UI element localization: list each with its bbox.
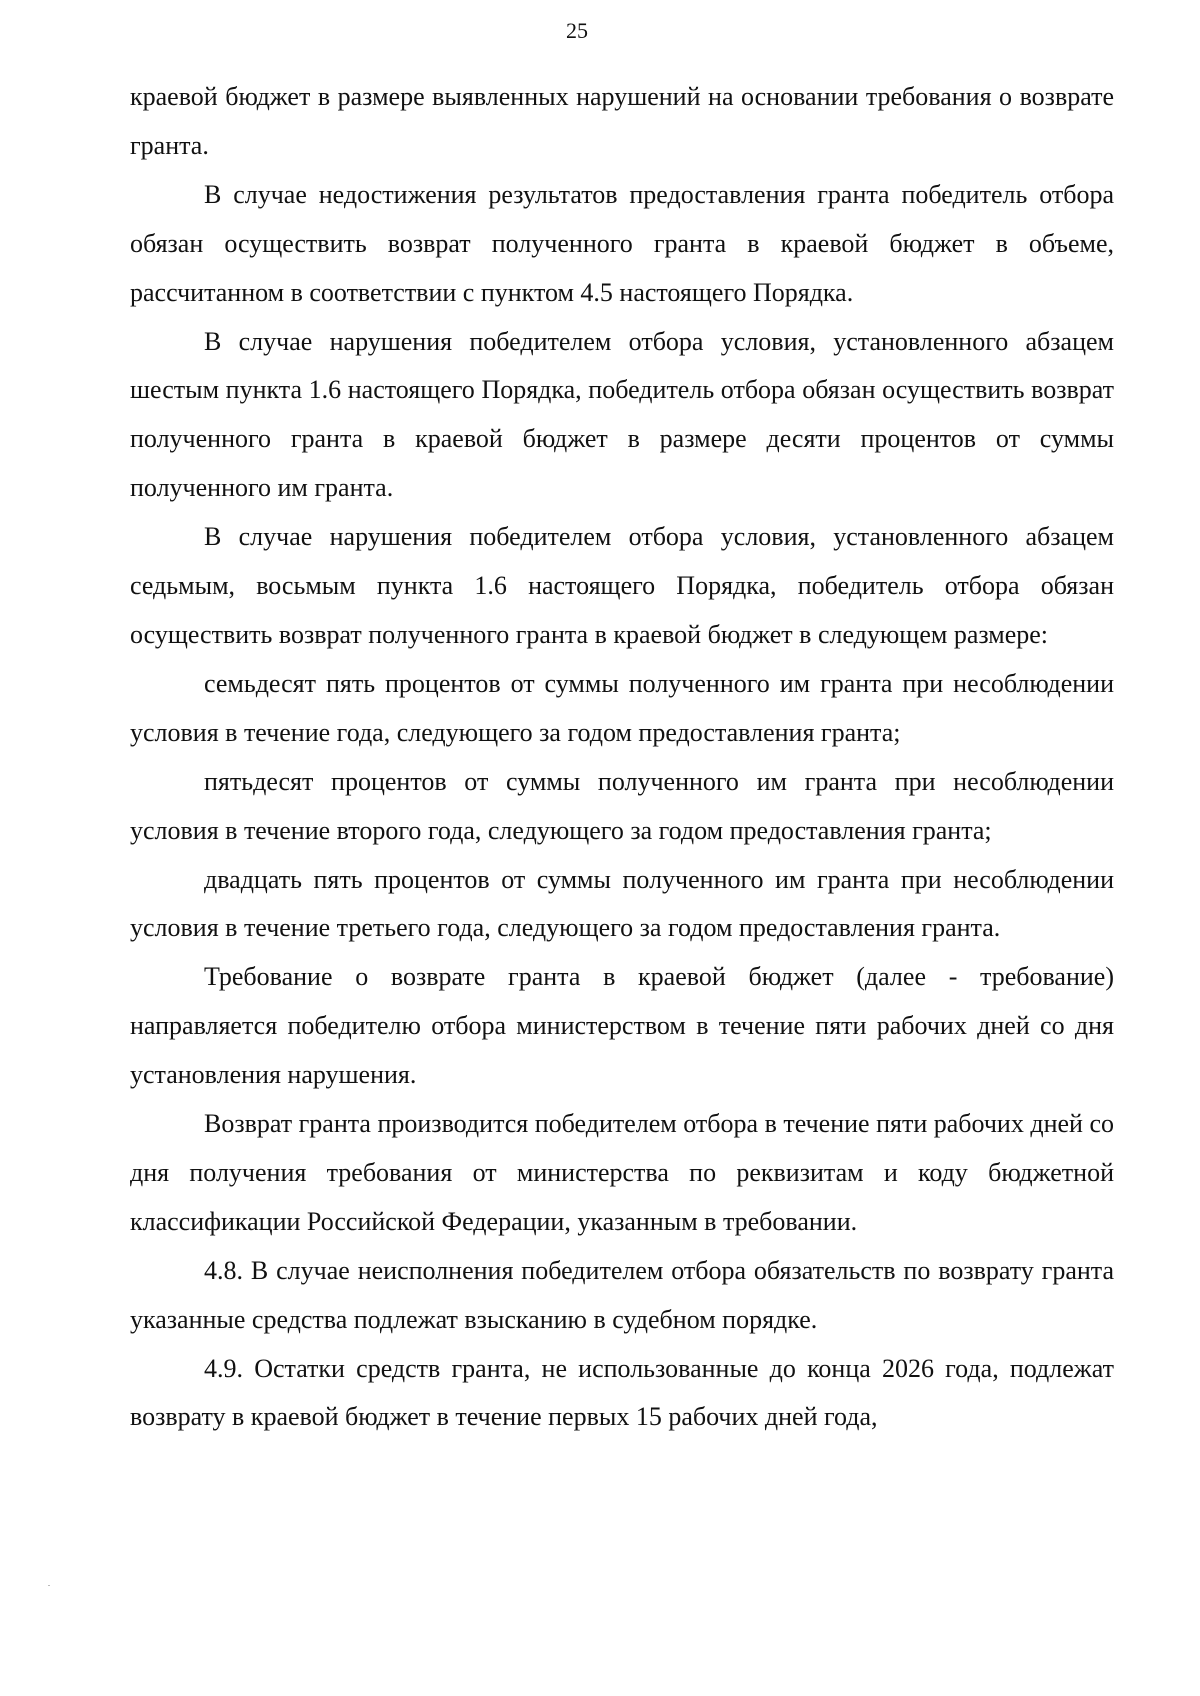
- document-body: [130, 73, 1114, 1442]
- list-item-seventy-five-percent: семьдесят пять процентов от суммы полученного им гранта при несоблюдении условия в течение года, следующего за годом предоставления гранта;: [130, 668, 1114, 747]
- page-number: 25: [566, 18, 588, 43]
- list-item-twenty-five-percent: двадцать пять процентов от суммы полученного им гранта при несоблюдении условия в течение третьего года, следующего за годом предоставления гранта.: [130, 864, 1114, 943]
- paragraph-return-requirement: Требование о возврате гранта в краевой бюджет (далее - требование) направляется победителю отбора министерством в течение пяти рабочих дней со дня установления нарушения.: [130, 962, 1114, 1090]
- clause-4-9: 4.9. Остатки средств гранта, не использованные до конца 2026 года, подлежат возврату в краевой бюджет в течение первых 15 рабочих дней года,: [130, 1353, 1114, 1432]
- scan-artifact: [48, 1585, 50, 1586]
- paragraph-continuation: краевой бюджет в размере выявленных нарушений на основании требования о возврате гранта.: [130, 82, 1114, 160]
- paragraph-return-procedure: Возврат гранта производится победителем отбора в течение пяти рабочих дней со дня получения требования от министерства по реквизитам и коду бюджетной классификации Российской Федерации, указанным в требовании.: [130, 1109, 1114, 1236]
- list-item-fifty-percent: пятьдесят процентов от суммы полученного им гранта при несоблюдении условия в течение второго года, следующего за годом предоставления гранта;: [130, 766, 1114, 845]
- clause-4-8: 4.8. В случае неисполнения победителем отбора обязательств по возврату гранта указанные средства подлежат взысканию в судебном порядке.: [130, 1255, 1114, 1334]
- paragraph-violation-clause-6: В случае нарушения победителем отбора условия, установленного абзацем шестым пункта 1.6 настоящего Порядка, победитель отбора обязан осуществить возврат полученного гранта в краевой бюджет в размере десяти процентов от суммы полученного им гранта.: [130, 326, 1114, 503]
- paragraph-violation-clauses-7-8: В случае нарушения победителем отбора условия, установленного абзацем седьмым, восьмым пункта 1.6 настоящего Порядка, победитель отбора обязан осуществить возврат полученного гранта в краевой бюджет в следующем размере:: [130, 522, 1114, 649]
- paragraph-results-not-achieved: В случае недостижения результатов предоставления гранта победитель отбора обязан осуществить возврат полученного гранта в краевой бюджет в объеме, рассчитанном в соответствии с пунктом 4.5 настоящего Порядка.: [130, 179, 1114, 307]
